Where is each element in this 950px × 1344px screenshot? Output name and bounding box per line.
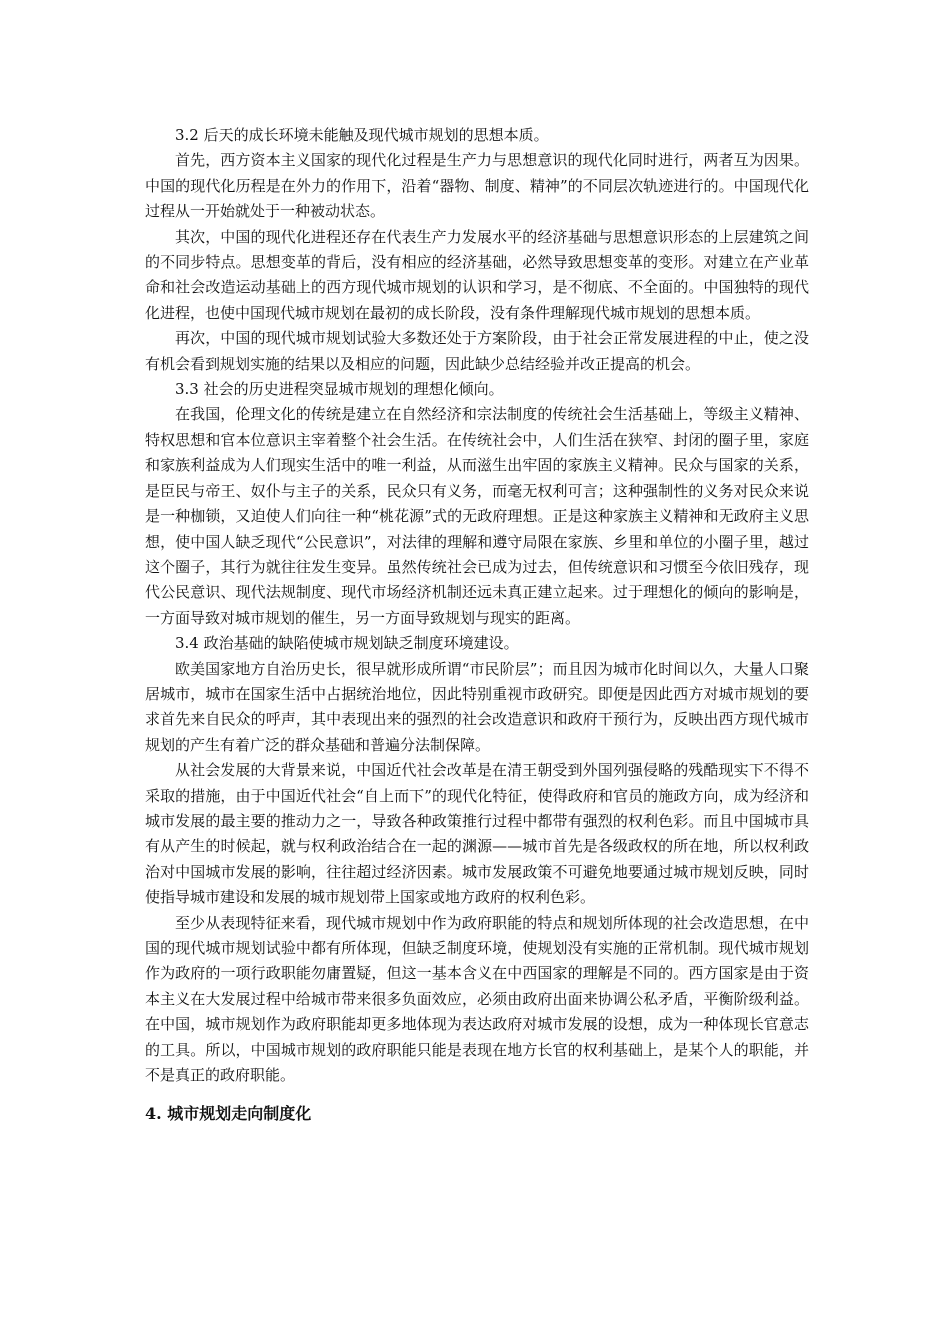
body-paragraph: 欧美国家地方自治历史长，很早就形成所谓“市民阶层”；而且因为城市化时间以久，大量人口聚居城市，城市在国家生活中占据统治地位，因此特别重视市政研究。即便是因此西方对城市规划的要求首先来自民众的呼声，其中表现出来的强烈的社会改造意识和政府干预行为，反映出西方现代城市规划的产生有着广泛的群众基础和普遍分法制保障。	[145, 659, 809, 754]
subsection-3-2-heading: 3.2 后天的成长环境未能触及现代城市规划的思想本质。	[175, 126, 549, 144]
subsection-3-3-heading: 3.3 社会的历史进程突显城市规划的理想化倾向。	[175, 380, 504, 399]
body-paragraph: 至少从表现特征来看，现代城市规划中作为政府职能的特点和规划所体现的社会改造思想，在中国的现代城市规划试验中都有所体现，但缺乏制度环境，使规划没有实施的正常机制。现代城市规划作为政府的一项行政职能勿庸置疑，但这一基本含义在中西国家的理解是不同的。西方国家是由于资本主义在大发展过程中给城市带来很多负面效应，必须由政府出面来协调公私矛盾，平衡阶级利益。在中国，城市规划作为政府职能却更多地体现为表达政府对城市发展的设想，成为一种体现长官意志的工具。所以，中国城市规划的政府职能只能是表现在地方长官的权利基础上，是某个人的职能，并不是真正的政府职能。	[145, 913, 809, 1085]
body-paragraph: 在我国，伦理文化的传统是建立在自然经济和宗法制度的传统社会生活基础上，等级主义精神、特权思想和官本位意识主宰着整个社会生活。在传统社会中，人们生活在狭窄、封闭的圈子里，家庭和家族利益成为人们现实生活中的唯一利益，从而滋生出牢固的家族主义精神。民众与国家的关系，是臣民与帝王、奴仆与主子的关系，民众只有义务，而毫无权利可言；这种强制性的义务对民众来说是一种枷锁，又迫使人们向往一种“桃花源”式的无政府理想。正是这种家族主义精神和无政府主义思想，使中国人缺乏现代“公民意识”，对法律的理解和遵守局限在家族、乡里和单位的小圈子里，越过这个圈子，其行为就往往发生变异。虽然传统社会已成为过去，但传统意识和习惯至今依旧残存，现代公民意识、现代法规制度、现代市场经济机制还远未真正建立起来。过于理想化的倾向的影响是，一方面导致对城市规划的催生，另一方面导致规划与现实的距离。	[145, 405, 809, 627]
body-paragraph: 从社会发展的大背景来说，中国近代社会改革是在清王朝受到外国列强侵略的残酷现实下不得不采取的措施，由于中国近代社会“自上而下”的现代化特征，使得政府和官员的施政方向，成为经济和城市发展的最主要的推动力之一，导致各种政策推行过程中都带有强烈的权利色彩。而且中国城市具有从产生的时候起，就与权利政治结合在一起的渊源——城市首先是各级政权的所在地，所以权利政治对中国城市发展的影响，往往超过经济因素。城市发展政策不可避免地要通过城市规划反映，同时使指导城市建设和发展的城市规划带上国家或地方政府的权利色彩。	[145, 761, 809, 907]
body-paragraph: 再次，中国的现代城市规划试验大多数还处于方案阶段，由于社会正常发展进程的中止，使之没有机会看到规划实施的结果以及相应的问题，因此缺少总结经验并改正提高的机会。	[145, 329, 809, 373]
document-page	[145, 123, 809, 1128]
section-4-heading: 4. 城市规划走向制度化	[145, 1104, 312, 1124]
body-paragraph: 其次，中国的现代化进程还存在代表生产力发展水平的经济基础与思想意识形态的上层建筑之间的不同步特点。思想变革的背后，没有相应的经济基础，必然导致思想变革的变形。对建立在产业革命和社会改造运动基础上的西方现代城市规划的认识和学习，是不彻底、不全面的。中国独特的现代化进程，也使中国现代城市规划在最初的成长阶段，没有条件理解现代城市规划的思想本质。	[145, 227, 809, 322]
subsection-3-4-heading: 3.4 政治基础的缺陷使城市规划缺乏制度环境建设。	[175, 634, 519, 653]
body-paragraph: 首先，西方资本主义国家的现代化过程是生产力与思想意识的现代化同时进行，两者互为因果。中国的现代化历程是在外力的作用下，沿着“器物、制度、精神”的不同层次轨迹进行的。中国现代化过程从一开始就处于一种被动状态。	[145, 151, 809, 221]
